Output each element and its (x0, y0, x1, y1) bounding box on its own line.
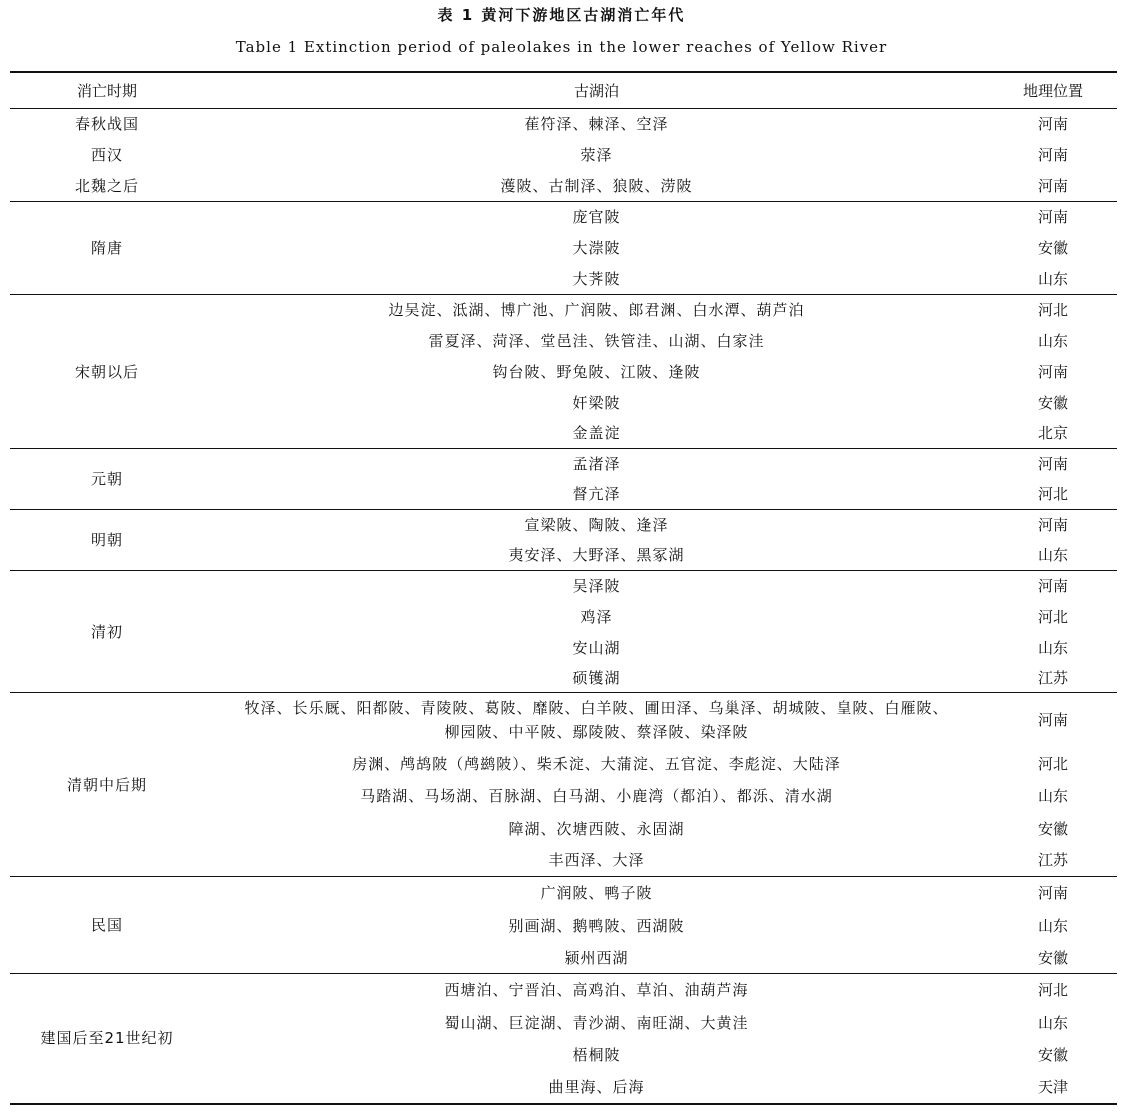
lakes-cell (204, 357, 989, 388)
table-row (10, 109, 1117, 140)
lakes-cell (204, 480, 989, 510)
location-cell: 河南 (989, 693, 1117, 748)
table-row (10, 877, 1117, 910)
lakes-text: 别画湖、鹅鸭陂、西湖陂 (508, 917, 685, 935)
lakes-text: 夷安泽、大野泽、黑冢湖 (508, 546, 685, 565)
table-row (10, 202, 1117, 233)
lakes-cell (204, 780, 989, 813)
location-cell: 安徽 (1037, 239, 1068, 257)
lakes-text: 宣梁陂、陶陂、逢泽 (524, 516, 669, 535)
period-cell: 明朝 (10, 510, 204, 571)
location-cell: 河南 (989, 510, 1117, 541)
lakes-text: 边吴淀、泜湖、博广池、广润陂、郎君渊、白水潭、葫芦泊 (388, 301, 805, 320)
lakes-cell (204, 171, 989, 202)
lakes-text: 房渊、鸬鸪陂（鸬鹚陂）、柴禾淀、大蒲淀、五官淀、李彪淀、大陆泽 (352, 754, 841, 773)
lakes-cell (204, 602, 989, 633)
lakes-text: 大漴陂 (572, 239, 621, 257)
location-cell: 河南 (989, 202, 1117, 233)
lakes-text: 广润陂、鸭子陂 (540, 884, 653, 903)
lakes-cell (204, 449, 989, 480)
lakes-text: 雷夏泽、菏泽、堂邑洼、铁管洼、山湖、白家洼 (428, 332, 765, 350)
location-cell: 安徽 (1037, 394, 1068, 412)
lakes-cell (204, 295, 989, 326)
lakes-text: 钩台陂、野兔陂、江陂、逢陂 (492, 363, 701, 381)
lakes-text: 马踏湖、马场湖、百脉湖、白马湖、小鹿湾（都泊）、都泺、清水湖 (360, 787, 833, 805)
location-cell: 江苏 (1037, 851, 1068, 870)
lakes-text: 庞官陂 (572, 208, 621, 227)
location-cell: 河北 (1037, 608, 1068, 626)
lakes-text: 硕镬湖 (572, 668, 621, 687)
location-cell: 山东 (1037, 787, 1068, 805)
lakes-cell (204, 109, 989, 140)
location-cell: 河南 (1037, 176, 1068, 195)
lakes-text: 安山湖 (572, 639, 621, 657)
table-caption-chinese: 表 1 黄河下游地区古湖消亡年代 (437, 6, 686, 24)
table-body (10, 109, 1117, 1104)
lakes-cell (204, 202, 989, 233)
location-cell: 安徽 (1037, 948, 1068, 967)
location-cell: 天津 (1037, 1078, 1068, 1096)
lakes-cell (204, 813, 989, 845)
lakes-cell (204, 233, 989, 264)
table-row (10, 571, 1117, 602)
location-cell: 山东 (1037, 917, 1068, 935)
lakes-text: 梧桐陂 (572, 1046, 621, 1064)
lakes-cell (204, 877, 989, 910)
lakes-text: 蜀山湖、巨淀湖、青沙湖、南旺湖、大黄洼 (444, 1013, 749, 1032)
table-row (10, 171, 1117, 202)
lakes-cell (204, 1072, 989, 1104)
lakes-text: 督亢泽 (572, 485, 621, 504)
table-row (10, 449, 1117, 480)
lakes-text: 西塘泊、宁晋泊、高鸡泊、草泊、油葫芦海 (444, 981, 749, 1000)
location-cell: 河南 (1037, 146, 1068, 164)
location-cell: 河北 (1037, 754, 1068, 773)
period-cell: 建国后至21世纪初 (10, 974, 204, 1104)
lakes-cell (204, 664, 989, 693)
period-cell: 春秋战国 (74, 115, 139, 134)
lakes-text: 奸梁陂 (572, 394, 621, 412)
lakes-cell (204, 510, 989, 541)
location-cell: 北京 (1037, 424, 1068, 443)
table-row (10, 295, 1117, 326)
location-cell: 山东 (1037, 269, 1068, 288)
lakes-text: 牧泽、长乐厩、阳都陂、青陵陂、葛陂、靡陂、白羊陂、圃田泽、乌巢泽、胡城陂、皇陂、白雁陂、 (244, 699, 949, 718)
lakes-cell (204, 1007, 989, 1039)
period-cell: 北魏之后 (74, 176, 139, 195)
lakes-text: 曲里海、后海 (548, 1078, 645, 1096)
lakes-cell (204, 264, 989, 295)
table-row (10, 510, 1117, 541)
lakes-cell (204, 633, 989, 664)
table-row (10, 693, 1117, 748)
header-location: 地理位置 (989, 72, 1117, 109)
lakes-text: 吴泽陂 (572, 577, 621, 596)
lakes-cell (204, 693, 989, 748)
location-cell: 山东 (1037, 639, 1068, 657)
lakes-text: 濩陂、古制泽、狼陂、涝陂 (500, 176, 693, 195)
lakes-text: 萑符泽、棘泽、空泽 (524, 115, 669, 134)
period-cell: 民国 (10, 877, 204, 974)
period-cell: 元朝 (10, 449, 204, 510)
period-cell: 西汉 (90, 146, 123, 164)
lakes-text: 颍州西湖 (564, 948, 629, 967)
lakes-cell (204, 1039, 989, 1072)
lakes-cell (204, 943, 989, 974)
lakes-cell (204, 974, 989, 1007)
location-cell: 山东 (1037, 332, 1068, 350)
location-cell: 安徽 (1037, 1046, 1068, 1064)
lakes-cell (204, 748, 989, 780)
location-cell: 河南 (989, 877, 1117, 910)
lakes-cell (204, 541, 989, 571)
table-row (10, 974, 1117, 1007)
paleolakes-table (10, 71, 1117, 1105)
location-cell: 河南 (989, 571, 1117, 602)
lakes-text-line2: 柳园陂、中平陂、鄢陵陂、蔡泽陂、染泽陂 (444, 723, 749, 742)
lakes-text: 大荠陂 (572, 269, 621, 288)
lakes-text: 障湖、次塘西陂、永固湖 (508, 819, 685, 838)
location-cell: 安徽 (1037, 819, 1068, 838)
lakes-cell (204, 419, 989, 449)
lakes-text: 荥泽 (580, 146, 613, 164)
period-cell: 清初 (10, 571, 204, 693)
lakes-cell (204, 571, 989, 602)
table-caption-english: Table 1 Extinction period of paleolakes in the lower reaches of Yellow River (235, 38, 888, 56)
table-header-row (10, 72, 1117, 109)
lakes-cell (204, 388, 989, 419)
location-cell: 河北 (989, 295, 1117, 326)
lakes-cell (204, 910, 989, 943)
location-cell: 河南 (1037, 115, 1068, 134)
lakes-cell (204, 326, 989, 357)
lakes-text: 孟渚泽 (572, 455, 621, 474)
location-cell: 河北 (1037, 485, 1068, 504)
location-cell: 河北 (989, 974, 1117, 1007)
table-row (10, 140, 1117, 171)
period-cell: 清朝中后期 (10, 693, 204, 877)
lakes-cell (204, 140, 989, 171)
period-cell: 宋朝以后 (10, 295, 204, 449)
header-lakes: 古湖泊 (204, 72, 989, 109)
lakes-text: 金盖淀 (572, 424, 621, 443)
lakes-text: 鸡泽 (580, 608, 613, 626)
period-cell: 隋唐 (10, 202, 204, 295)
location-cell: 山东 (1037, 546, 1068, 565)
location-cell: 河南 (989, 449, 1117, 480)
location-cell: 山东 (1037, 1013, 1068, 1032)
location-cell: 江苏 (1037, 668, 1068, 687)
lakes-cell (204, 845, 989, 877)
location-cell: 河南 (1037, 363, 1068, 381)
header-period: 消亡时期 (10, 72, 204, 109)
lakes-text: 丰西泽、大泽 (548, 851, 645, 870)
